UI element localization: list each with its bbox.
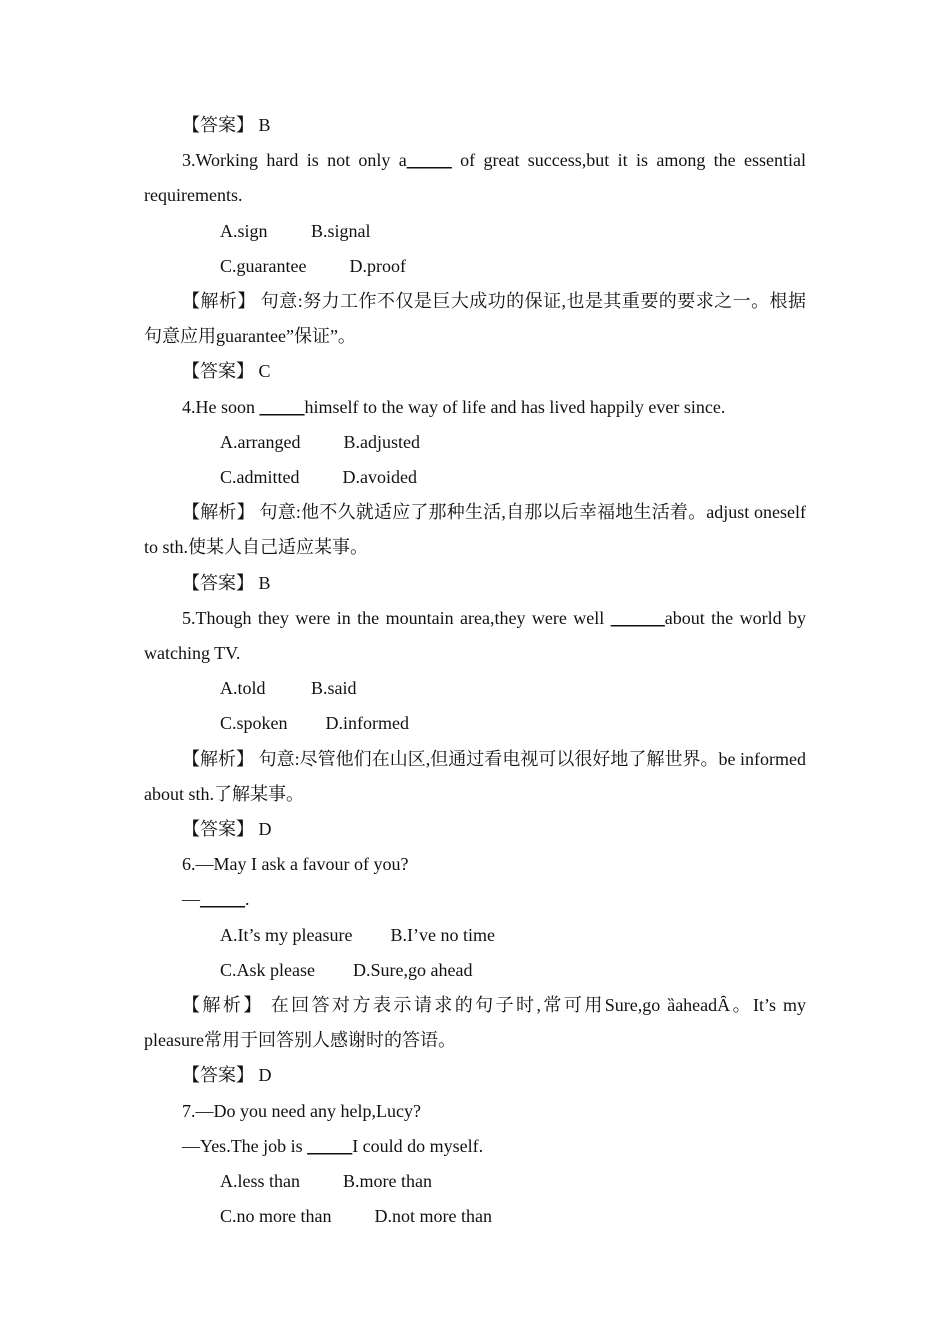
option-choice: B.signal	[311, 220, 371, 241]
question-text	[144, 601, 806, 671]
option-choice: A.told	[220, 678, 266, 699]
option-choice: D.not more than	[374, 1206, 492, 1227]
question-fragment: —	[182, 889, 200, 910]
option-choice: A.It’s my pleasure	[220, 924, 353, 945]
options-row	[144, 671, 806, 706]
question-fragment: himself to the way of life and has lived happily ever since.	[304, 396, 726, 417]
options-row	[144, 918, 806, 953]
explanation-paragraph: 【解析】 句意:努力工作不仅是巨大成功的保证,也是其重要的要求之一。根据句意应用guarantee”保证”。	[144, 291, 806, 347]
answer-blank: _____	[307, 1135, 353, 1156]
answer-line: 【答案】 C	[182, 361, 271, 382]
question-fragment: about the world by watching TV.	[144, 607, 806, 664]
option-choice: B.more than	[343, 1171, 432, 1192]
question-fragment: of great success,but it is among the essential requirements.	[144, 150, 806, 206]
explanation-paragraph: 【解析】 句意:他不久就适应了那种生活,自那以后幸福地生活着。adjust oneself to sth.使某人自己适应某事。	[144, 502, 806, 558]
options-row	[144, 214, 806, 249]
answer-blank: _____	[259, 396, 305, 417]
question-fragment: .	[245, 889, 250, 910]
options-row	[144, 425, 806, 460]
options-row	[144, 1199, 806, 1234]
option-choice: C.guarantee	[220, 255, 307, 276]
answer-line: 【答案】 D	[182, 819, 272, 840]
question-text	[144, 390, 806, 425]
options-row	[144, 953, 806, 988]
options-row	[144, 460, 806, 495]
answer-blank: _____	[406, 150, 452, 171]
answer-line: 【答案】 B	[182, 572, 271, 593]
question-fragment: 6.—May I ask a favour of you?	[182, 854, 409, 875]
answer-blank: _____	[200, 889, 245, 910]
option-choice: B.said	[311, 678, 357, 699]
question-text	[144, 1129, 806, 1164]
option-choice: C.no more than	[220, 1206, 332, 1227]
option-choice: D.proof	[349, 255, 406, 276]
explanation-paragraph: 【解析】 句意:尽管他们在山区,但通过看电视可以很好地了解世界。be informed about sth.了解某事。	[144, 748, 806, 804]
question-text	[144, 882, 806, 917]
question-text	[144, 143, 806, 213]
option-choice: B.adjusted	[343, 431, 420, 452]
option-choice: C.Ask please	[220, 959, 315, 980]
options-row	[144, 1164, 806, 1199]
question-fragment: 7.—Do you need any help,Lucy?	[182, 1100, 421, 1121]
explanation-paragraph: 【解析】 在回答对方表示请求的句子时,常可用Sure,go ȁaheadȂ。It’s my pleasure常用于回答别人感谢时的答语。	[144, 995, 806, 1051]
question-text	[144, 847, 806, 882]
options-row	[144, 706, 806, 741]
option-choice: C.spoken	[220, 713, 288, 734]
options-row	[144, 249, 806, 284]
option-choice: C.admitted	[220, 467, 300, 488]
option-choice: A.arranged	[220, 431, 301, 452]
question-fragment: 3.Working hard is not only a	[182, 150, 407, 171]
answer-line: 【答案】 B	[182, 115, 271, 135]
question-fragment: —Yes.The job is	[182, 1135, 308, 1156]
option-choice: B.I’ve no time	[390, 924, 495, 945]
answer-blank: ______	[610, 607, 665, 628]
option-choice: D.avoided	[342, 467, 417, 488]
option-choice: A.sign	[220, 220, 268, 241]
document-page	[144, 108, 806, 1235]
option-choice: A.less than	[220, 1171, 300, 1192]
option-choice: D.Sure,go ahead	[352, 959, 473, 980]
question-fragment: I could do myself.	[352, 1135, 484, 1156]
question-fragment: 4.He soon	[182, 396, 260, 417]
answer-line: 【答案】 D	[182, 1065, 272, 1086]
option-choice: D.informed	[325, 713, 409, 734]
question-fragment: 5.Though they were in the mountain area,they were well	[182, 607, 611, 628]
question-text	[144, 1094, 806, 1129]
